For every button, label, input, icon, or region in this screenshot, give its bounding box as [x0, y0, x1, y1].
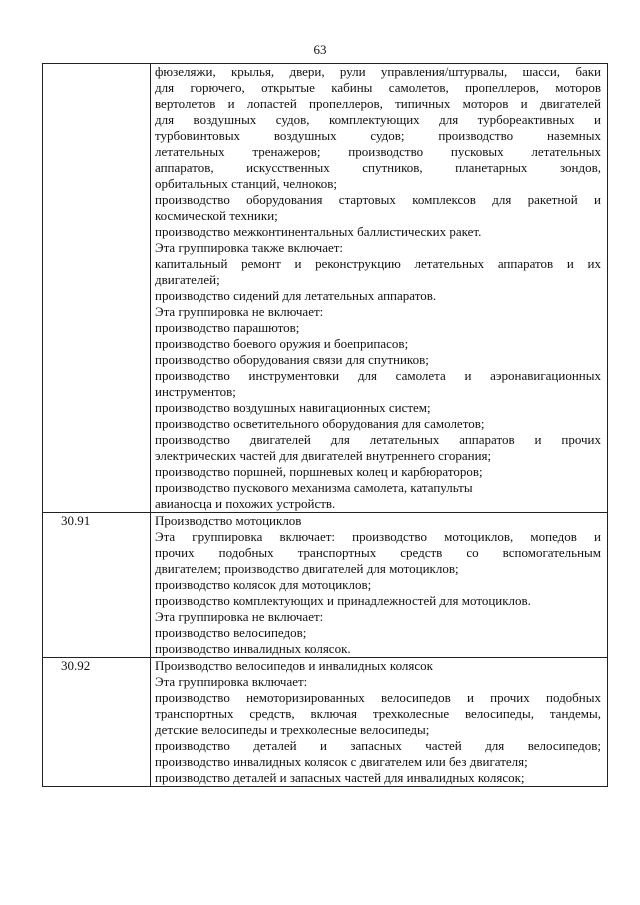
code-cell [43, 64, 151, 513]
description-cell [151, 513, 608, 658]
table-row [43, 658, 608, 787]
description-line: детские велосипеды и трехколесные велосипеды; [155, 722, 430, 737]
description-line: Эта группировка включает: [155, 674, 308, 689]
description-line: капитальный ремонт и реконструкцию летательных аппаратов и их [155, 256, 601, 271]
description-line: двигателем; производство двигателей для мотоциклов; [155, 561, 459, 576]
code-cell [43, 513, 151, 658]
description-line: производство сидений для летательных аппаратов. [155, 288, 437, 303]
description-cell [151, 658, 608, 787]
description-line: орбитальных станций, челноков; [155, 176, 338, 191]
description-line: производство двигателей для летательных аппаратов и прочих [155, 432, 601, 447]
description-line: космической техники; [155, 208, 278, 223]
description-line: производство оборудования стартовых комплексов для ракетной и [155, 192, 601, 207]
description-line: летательных тренажеров; производство пусковых летательных [155, 144, 601, 159]
table-body [43, 64, 608, 787]
description-line: Эта группировка включает: производство мотоциклов, мопедов и [155, 529, 601, 544]
description-line: производство деталей и запасных частей для инвалидных колясок; [155, 770, 525, 785]
description-line: производство деталей и запасных частей для велосипедов; [155, 738, 601, 753]
code-cell [43, 658, 151, 787]
classification-code: 30.91 [61, 513, 91, 528]
description-line: вертолетов и лопастей пропеллеров, типичных моторов и двигателей [155, 96, 601, 111]
description-line: производство межконтинентальных баллистических ракет. [155, 224, 482, 239]
description-line: двигателей; [155, 272, 220, 287]
description-line: производство парашютов; [155, 320, 300, 335]
classification-table [42, 63, 608, 787]
description-line: прочих подобных транспортных средств со вспомогательным [155, 545, 601, 560]
description-cell [151, 64, 608, 513]
description-line: Эта группировка также включает: [155, 240, 344, 255]
description-line: турбовинтовых воздушных судов; производство наземных [155, 128, 601, 143]
description-line: Эта группировка не включает: [155, 304, 324, 319]
classification-code: 30.92 [61, 658, 91, 673]
description-line: производство велосипедов; [155, 625, 307, 640]
page-number: 63 [313, 42, 327, 57]
description-line: Производство мотоциклов [155, 513, 302, 528]
description-line: для воздушных судов, комплектующих для турбореактивных и [155, 112, 601, 127]
description-line: инструментов; [155, 384, 236, 399]
description-line: производство инвалидных колясок. [155, 641, 351, 656]
description-line: электрических частей для двигателей внутреннего сгорания; [155, 448, 492, 463]
description-line: производство осветительного оборудования для самолетов; [155, 416, 485, 431]
description-line: производство поршней, поршневых колец и карбюраторов; [155, 464, 483, 479]
description-line: авианосца и похожих устройств. [155, 496, 336, 511]
table-row [43, 513, 608, 658]
description-line: производство инвалидных колясок с двигателем или без двигателя; [155, 754, 528, 769]
description-line: производство колясок для мотоциклов; [155, 577, 372, 592]
description-line: для горючего, открытые кабины самолетов, пропеллеров, моторов [155, 80, 601, 95]
description-line: аппаратов, искусственных спутников, планетарных зондов, [155, 160, 601, 175]
description-line: производство инструментовки для самолета и аэронавигационных [155, 368, 601, 383]
description-line: производство оборудования связи для спутников; [155, 352, 429, 367]
table-row [43, 64, 608, 513]
description-line: производство боевого оружия и боеприпасов; [155, 336, 409, 351]
description-line: производство воздушных навигационных систем; [155, 400, 431, 415]
description-line: производство немоторизированных велосипедов и прочих подобных [155, 690, 601, 705]
description-line: производство комплектующих и принадлежностей для мотоциклов. [155, 593, 531, 608]
description-line: Эта группировка не включает: [155, 609, 324, 624]
description-line: транспортных средств, включая трехколесные велосипеды, тандемы, [155, 706, 601, 721]
description-line: фюзеляжи, крылья, двери, рули управления/штурвалы, шасси, баки [155, 64, 601, 79]
description-line: Производство велосипедов и инвалидных колясок [155, 658, 433, 673]
description-line: производство пускового механизма самолета, катапульты [155, 480, 473, 495]
